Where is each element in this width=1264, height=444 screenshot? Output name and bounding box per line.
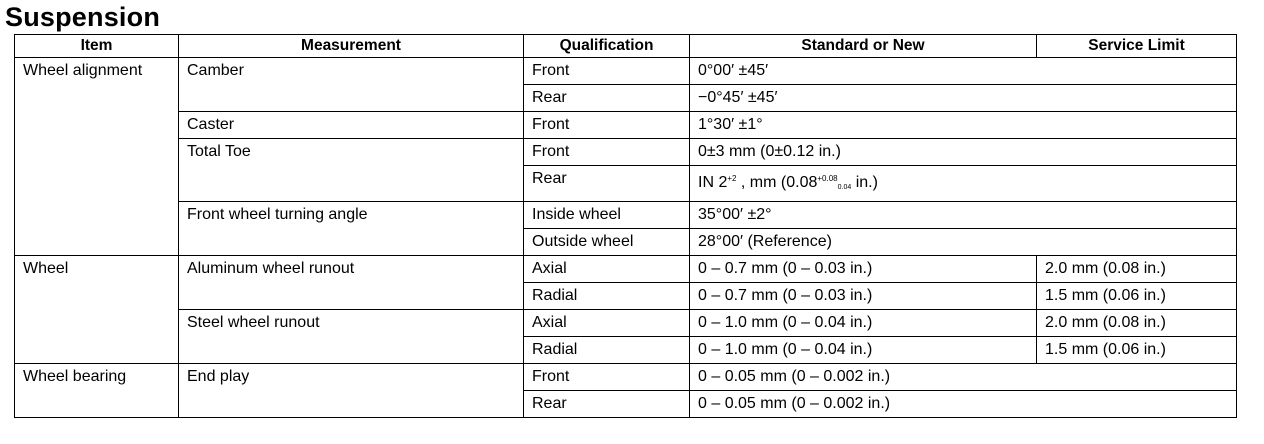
header-item: Item: [15, 35, 179, 58]
qualification-cell: Front: [524, 58, 690, 85]
table-row: [15, 139, 1237, 166]
qualification-cell: Rear: [524, 166, 690, 202]
item-wheel: Wheel: [15, 256, 179, 364]
limit-cell-empty: [1037, 229, 1237, 256]
qualification-cell: Outside wheel: [524, 229, 690, 256]
measurement-steel-runout: Steel wheel runout: [179, 310, 524, 364]
standard-cell-toe-rear: [690, 166, 1037, 202]
item-wheel-bearing: Wheel bearing: [15, 364, 179, 418]
qualification-cell: Rear: [524, 85, 690, 112]
header-qualification: Qualification: [524, 35, 690, 58]
qualification-cell: Axial: [524, 310, 690, 337]
qualification-cell: Front: [524, 139, 690, 166]
table-row: [15, 364, 1237, 391]
measurement-end-play: End play: [179, 364, 524, 418]
limit-cell-empty: [1037, 58, 1237, 85]
limit-cell-empty: [1037, 202, 1237, 229]
qualification-cell: Inside wheel: [524, 202, 690, 229]
measurement-total-toe: Total Toe: [179, 139, 524, 202]
standard-cell: −0°45′ ±45′: [690, 85, 1037, 112]
qualification-cell: Radial: [524, 283, 690, 310]
measurement-camber: Camber: [179, 58, 524, 112]
standard-cell: 0±3 mm (0±0.12 in.): [690, 139, 1037, 166]
table-row: [15, 202, 1237, 229]
suspension-spec-table: [14, 34, 1237, 418]
toe-rear-part-c: in.): [851, 174, 878, 191]
qualification-cell: Front: [524, 112, 690, 139]
limit-cell-empty: [1037, 391, 1237, 418]
table-row: [15, 256, 1237, 283]
qualification-cell: Rear: [524, 391, 690, 418]
header-standard: Standard or New: [690, 35, 1037, 58]
limit-cell-empty: [1037, 85, 1237, 112]
header-measurement: Measurement: [179, 35, 524, 58]
measurement-aluminum-runout: Aluminum wheel runout: [179, 256, 524, 310]
page-title: Suspension: [5, 2, 161, 32]
table-row: [15, 58, 1237, 85]
standard-cell: 0 – 0.7 mm (0 – 0.03 in.): [690, 256, 1037, 283]
standard-cell: 35°00′ ±2°: [690, 202, 1037, 229]
item-wheel-alignment: Wheel alignment: [15, 58, 179, 256]
limit-cell-empty: [1037, 166, 1237, 202]
measurement-caster: Caster: [179, 112, 524, 139]
header-service-limit: Service Limit: [1037, 35, 1237, 58]
toe-rear-tolerance-in-lower: 0.04: [837, 184, 852, 191]
toe-rear-tolerance-in-upper: +0.08: [817, 174, 838, 183]
toe-rear-part-a: IN 2: [698, 174, 728, 191]
limit-cell-empty: [1037, 112, 1237, 139]
limit-cell-empty: [1037, 139, 1237, 166]
standard-cell: 0 – 1.0 mm (0 – 0.04 in.): [690, 310, 1037, 337]
standard-cell: 1°30′ ±1°: [690, 112, 1037, 139]
qualification-cell: Radial: [524, 337, 690, 364]
limit-cell: 2.0 mm (0.08 in.): [1037, 256, 1237, 283]
limit-cell: 1.5 mm (0.06 in.): [1037, 283, 1237, 310]
limit-cell-empty: [1037, 364, 1237, 391]
table-row: [15, 310, 1237, 337]
standard-cell: 0 – 0.7 mm (0 – 0.03 in.): [690, 283, 1037, 310]
standard-cell: 28°00′ (Reference): [690, 229, 1037, 256]
qualification-cell: Front: [524, 364, 690, 391]
toe-rear-part-b: , mm (0.08: [736, 174, 818, 191]
standard-cell: 0°00′ ±45′: [690, 58, 1037, 85]
measurement-turning-angle: Front wheel turning angle: [179, 202, 524, 256]
standard-cell: 0 – 0.05 mm (0 – 0.002 in.): [690, 391, 1037, 418]
standard-cell: 0 – 1.0 mm (0 – 0.04 in.): [690, 337, 1037, 364]
table-row: [15, 112, 1237, 139]
limit-cell: 2.0 mm (0.08 in.): [1037, 310, 1237, 337]
limit-cell: 1.5 mm (0.06 in.): [1037, 337, 1237, 364]
qualification-cell: Axial: [524, 256, 690, 283]
toe-rear-tolerance-mm: +2: [727, 174, 737, 183]
header-row: [15, 35, 1237, 58]
standard-cell: 0 – 0.05 mm (0 – 0.002 in.): [690, 364, 1037, 391]
